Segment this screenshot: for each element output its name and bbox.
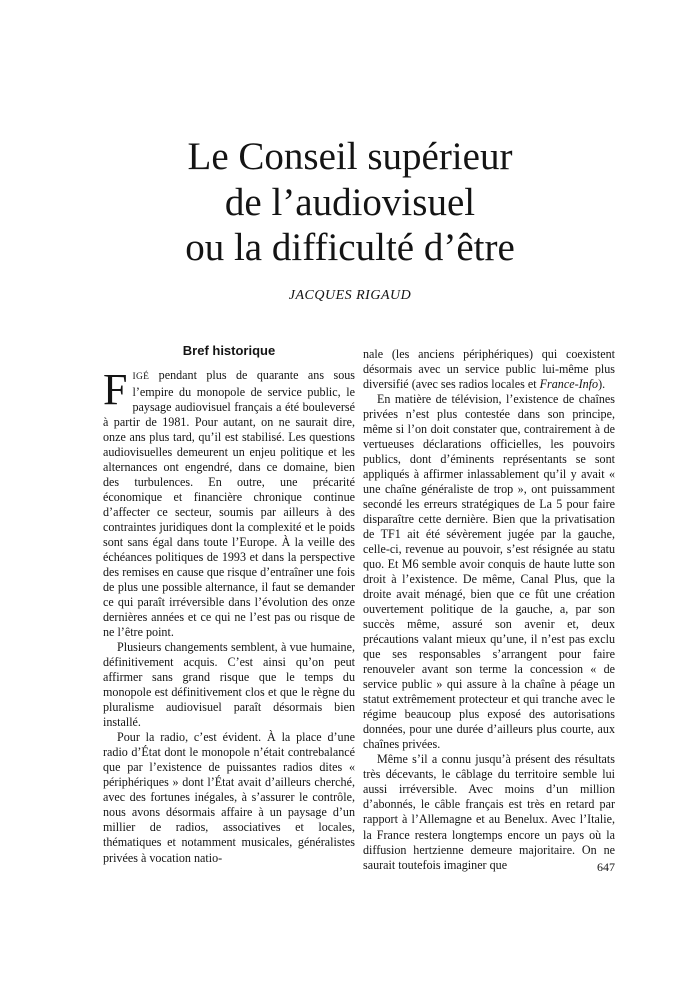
paragraph-3-continued [363,347,615,392]
paragraph-1 [103,365,355,640]
paragraph-3-cont-end: ). [598,377,606,392]
drop-cap: F [103,365,128,414]
page-number: 647 [597,860,615,874]
text-column-left [103,343,355,866]
paragraph-4: En matière de télévision, l’existence de chaînes privées n’est plus contestée dans son principe, même si l’on doit constater que, contrairement à de vertueuses déclarations officielles, les pouvoirs publics, dont d’éminents représentants se sont appliqués à affirmer inlassablement qu’il y avait « une chaîne généraliste de trop », ont puissamment secondé les erreurs stratégiques de La 5 pour faire disparaître cette dernière. Bien que la privatisation de TF1 ait été sévèrement jugée par la gauche, celle-ci, revenue au pouvoir, s’est résignée au statu quo. Et M6 semble avoir conquis de haute lutte son droit à l’existence. De même, Canal Plus, que la droite avait ménagé, bien que ce fût une création ouvertement politique de la gauche, a, par son succès même, assuré son avenir et, deux précautions valant mieux qu’une, il n’est pas exclu que ses responsables s’arrangent pour faire renouveler avant son terme la concession « de service public » qui assure à la chaîne à péage un statut extrêmement protecteur et qui tranche avec le régime beaucoup plus exposé des autorisations données, pour une durée d’ailleurs plus courte, aux chaînes privées. [363,392,615,752]
text-column-right [363,347,615,873]
paragraph-1-text: pendant plus de quarante ans sous l’empire du monopole de service public, le paysage audiovisuel français a été bouleversé à partir de 1981. Pour autant, on ne saurait dire, onze ans plus tard, qu’il est stabilisé. Les questions audiovisuelles demeurent un enjeu politique et les alternances ont engendré, dans ce domaine, bien des turbulences. En outre, une précarité économique et financière chronique continue d’affecter ce secteur, soumis par ailleurs à des contraintes juridiques dont la complexité et le poids sont sans égal dans toute l’Europe. À la veille des échéances politiques de 1993 et dans la perspective des remises en cause que risque d’entraîner une fois de plus une possible alternance, il faut se demander ce qui paraît irréversible dans l’évolution des onze dernières années et ce qui ne l’est pas ou risque de ne l’être point. [103,368,355,640]
paragraph-3-cont-text: nale (les anciens périphériques) qui coexistent désormais avec un service public lui-même plus diversifié (avec ses radios locales et [363,347,615,392]
title-line-1: Le Conseil supérieur [187,135,513,178]
title-line-3: ou la difficulté d’être [185,226,515,269]
france-info-italic: France-Info [539,377,599,392]
article-title [0,134,700,271]
paragraph-2: Plusieurs changements semblent, à vue humaine, définitivement acquis. C’est ainsi qu’on peut affirmer sans grand risque que le temps du monopole est définitivement clos et que le règne du pluralisme audiovisuel paraît désormais bien installé. [103,640,355,730]
title-line-2: de l’audiovisuel [224,180,476,224]
section-heading: Bref historique [182,343,276,358]
first-word-smallcaps: IGÉ [132,372,150,382]
paragraph-3: Pour la radio, c’est évident. À la place d’une radio d’État dont le monopole n’était contrebalancé que par l’existence de puissantes radios dites « périphériques » dont l’État avait d’ailleurs cherché, avec des fortunes inégales, à s’assurer le contrôle, nous avons désormais affaire à un paysage d’un millier de radios, associatives et locales, thématiques et notamment musicales, généralistes privées à vocation natio- [103,730,355,865]
paragraph-5: Même s’il a connu jusqu’à présent des résultats très décevants, le câblage du territoire semble lui aussi irréversible. Avec moins d’un million d’abonnés, le câble français est très en retard par rapport à l’Allemagne et au Benelux. Avec l’Italie, la France restera longtemps encore un pays où la diffusion hertzienne demeure majoritaire. On ne saurait toutefois imaginer que [363,752,615,872]
article-author: JACQUES RIGAUD [288,288,412,303]
